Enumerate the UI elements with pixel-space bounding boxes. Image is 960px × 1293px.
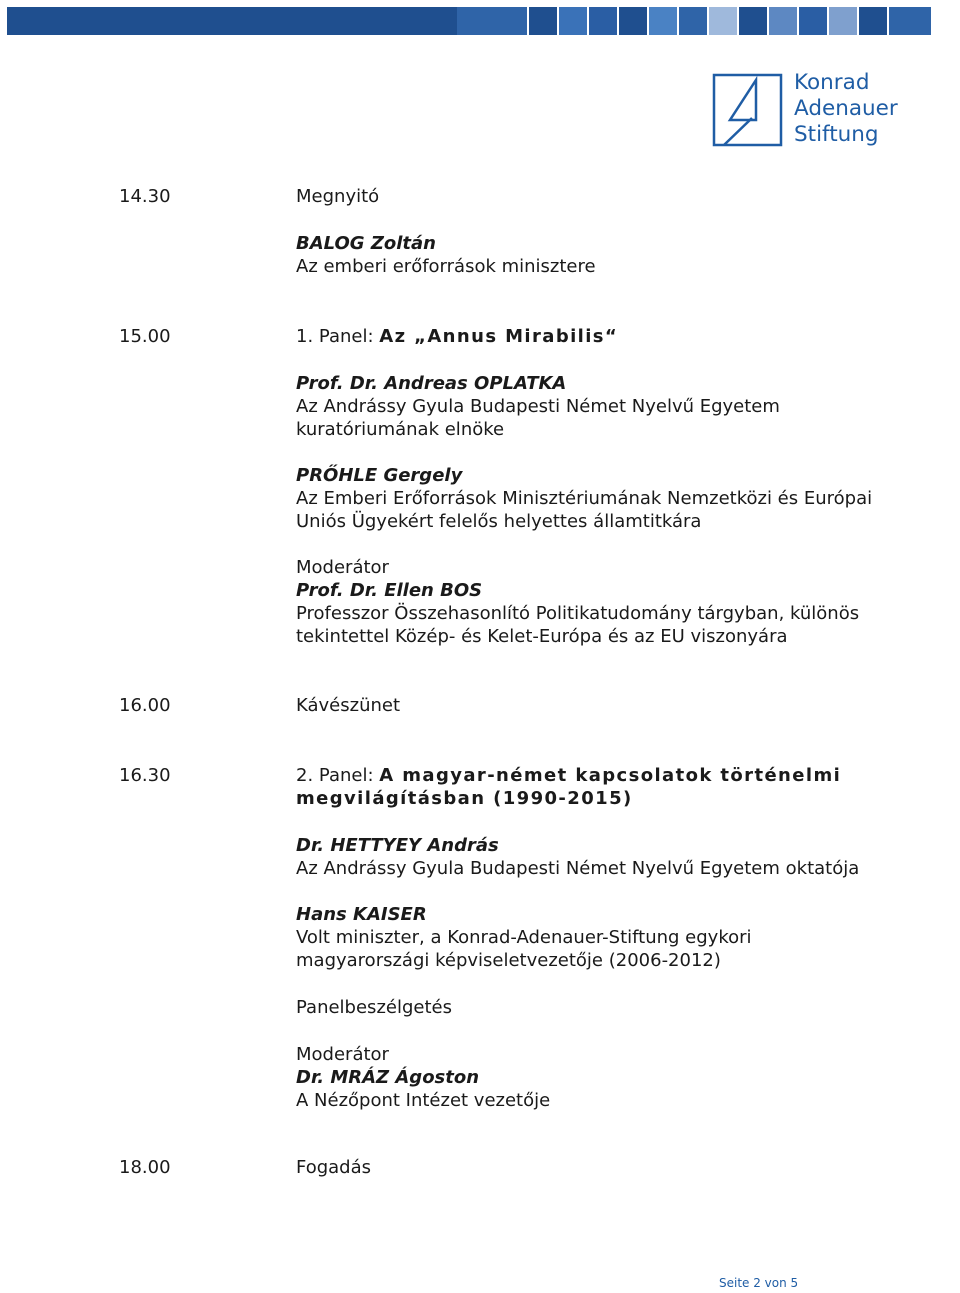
header-bar-segment <box>619 7 647 35</box>
prohle-title-1: Az Emberi Erőforrások Minisztériumának Nemzetközi és Európai <box>296 488 873 509</box>
time-1600: 16.00 <box>119 695 171 716</box>
panel1-prefix: 1. Panel: <box>296 326 380 347</box>
coffee-break: Kávészünet <box>296 695 401 716</box>
logo-line-2: Adenauer <box>794 96 898 121</box>
time-1430: 14.30 <box>119 186 171 207</box>
mraz-name: Dr. MRÁZ Ágoston <box>296 1067 480 1088</box>
panel2-title-1: A magyar-német kapcsolatok történelmi <box>379 765 842 786</box>
kas-logo-mark-icon <box>712 70 784 148</box>
header-bar-segment <box>829 7 857 35</box>
panel-discussion: Panelbeszélgetés <box>296 997 452 1018</box>
bos-name: Prof. Dr. Ellen BOS <box>296 580 483 601</box>
balog-name: BALOG Zoltán <box>296 233 436 254</box>
header-bar-segment <box>367 7 457 35</box>
kaiser-name: Hans KAISER <box>296 904 427 925</box>
prohle-title-2: Uniós Ügyekért felelős helyettes államtitkára <box>296 511 702 532</box>
header-bar-segment <box>649 7 677 35</box>
oplatka-title-2: kuratóriumának elnöke <box>296 419 505 440</box>
kaiser-title-2: magyarországi képviseletvezetője (2006-2012) <box>296 950 721 971</box>
header-bar-segment <box>529 7 557 35</box>
header-bar-segment <box>799 7 827 35</box>
header-bar-segment <box>457 7 527 35</box>
header-bar-segment <box>769 7 797 35</box>
header-bar-segment <box>889 7 931 35</box>
reception: Fogadás <box>296 1157 372 1178</box>
time-1630: 16.30 <box>119 765 171 786</box>
header-bar-segment <box>559 7 587 35</box>
kas-logo-text <box>794 70 898 148</box>
hettyey-name: Dr. HETTYEY András <box>296 835 499 856</box>
kaiser-title-1: Volt miniszter, a Konrad-Adenauer-Stiftung egykori <box>296 927 752 948</box>
panel1-title: Az „Annus Mirabilis“ <box>379 326 619 347</box>
bos-title-1: Professzor Összehasonlító Politikatudomány tárgyban, különös <box>296 603 860 624</box>
kas-logo <box>712 70 912 152</box>
oplatka-name: Prof. Dr. Andreas OPLATKA <box>296 373 567 394</box>
header-bar-segment <box>7 7 97 35</box>
balog-title: Az emberi erőforrások minisztere <box>296 256 596 277</box>
oplatka-title-1: Az Andrássy Gyula Budapesti Német Nyelvű Egyetem <box>296 396 780 417</box>
logo-line-3: Stiftung <box>794 122 879 147</box>
header-bar-segment <box>589 7 617 35</box>
header-bar-segment <box>739 7 767 35</box>
panel2-heading-1 <box>296 765 841 787</box>
hettyey-title: Az Andrássy Gyula Budapesti Német Nyelvű Egyetem oktatója <box>296 858 860 879</box>
mraz-title: A Nézőpont Intézet vezetője <box>296 1090 551 1111</box>
header-bar-segment <box>709 7 737 35</box>
time-1800: 18.00 <box>119 1157 171 1178</box>
header-bar-segment <box>187 7 277 35</box>
panel1-heading <box>296 326 618 348</box>
panel2-prefix: 2. Panel: <box>296 765 380 786</box>
header-bar-segment <box>97 7 187 35</box>
prohle-name: PRŐHLE Gergely <box>296 465 463 486</box>
moderator-label-2: Moderátor <box>296 1044 389 1065</box>
bos-title-2: tekintettel Közép- és Kelet-Európa és az EU viszonyára <box>296 626 788 647</box>
logo-line-1: Konrad <box>794 70 870 95</box>
header-bar-segment <box>859 7 887 35</box>
panel2-title-2: megvilágításban (1990-2015) <box>296 788 633 809</box>
header-bar-segment <box>277 7 367 35</box>
header-color-bar <box>7 7 955 35</box>
time-1500: 15.00 <box>119 326 171 347</box>
moderator-label-1: Moderátor <box>296 557 389 578</box>
opening-label: Megnyitó <box>296 186 380 207</box>
header-bar-segment <box>679 7 707 35</box>
page-number: Seite 2 von 5 <box>719 1276 799 1290</box>
